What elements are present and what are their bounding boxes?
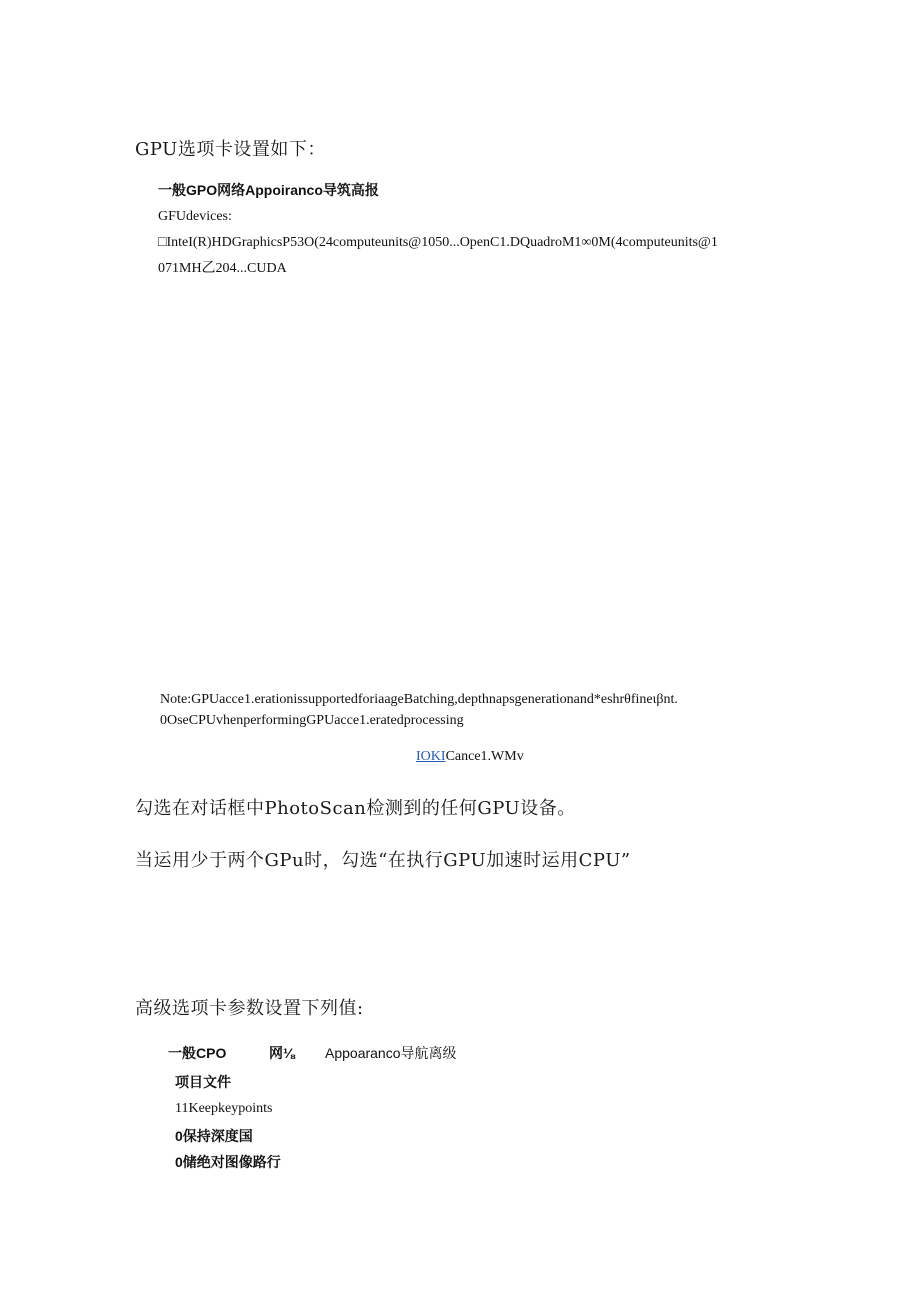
advanced-section-heading: 高级选项卡参数设置下列值: [135,998,364,1019]
option-keep-keypoints[interactable]: 11Keepkeypoints [175,1101,273,1116]
dialog-buttons [416,749,524,765]
tab-general-cpu[interactable]: 一般CPO [168,1045,227,1061]
gpu-note-line-1: Note:GPUacce1.erationissupportedforiaageBatching,depthnapsgenerationand*eshrθfineιβnt. [160,692,678,707]
ok-button-bracket-right: I [440,749,446,764]
paragraph-select-gpu-devices: 勾选在对话框中PhotoScan检测到的任何GPU设备。 [135,798,576,819]
paragraph-use-cpu-note: 当运用少于两个GPu时，勾选“在执行GPU加速时运用CPU” [135,850,631,871]
project-files-label: 项目文件 [175,1074,231,1090]
cancel-button[interactable]: Cance1.WMv [445,749,524,764]
gpu-device-list-line-2: 071MH乙204...CUDA [158,261,287,276]
gpu-section-heading: GPU选项卡设置如下： [135,139,326,160]
gpu-dialog-tabs[interactable]: 一般GPO网络Appoiranco导筑高报 [158,182,379,198]
option-keep-depth-maps[interactable]: 0保持深度国 [175,1128,253,1144]
tab-network[interactable]: 网⅛ [269,1045,295,1061]
gpu-devices-label: GFUdevices: [158,209,232,224]
gpu-note-line-2[interactable]: 0OseCPUvhenperformingGPUacce1.eratedprocessing [160,713,464,728]
ok-button-bracket-left: I [416,749,421,764]
option-store-absolute-image-paths[interactable]: 0储绝对图像路行 [175,1154,281,1170]
tab-appearance-navigation-advanced[interactable]: Appoaranco导航离级 [325,1045,457,1061]
ok-button[interactable]: OK [420,749,441,764]
gpu-device-list-line-1[interactable]: □InteI(R)HDGraphicsP53O(24computeunits@1050...OpenC1.DQuadroM1∞0M(4computeunits@1 [158,235,718,250]
